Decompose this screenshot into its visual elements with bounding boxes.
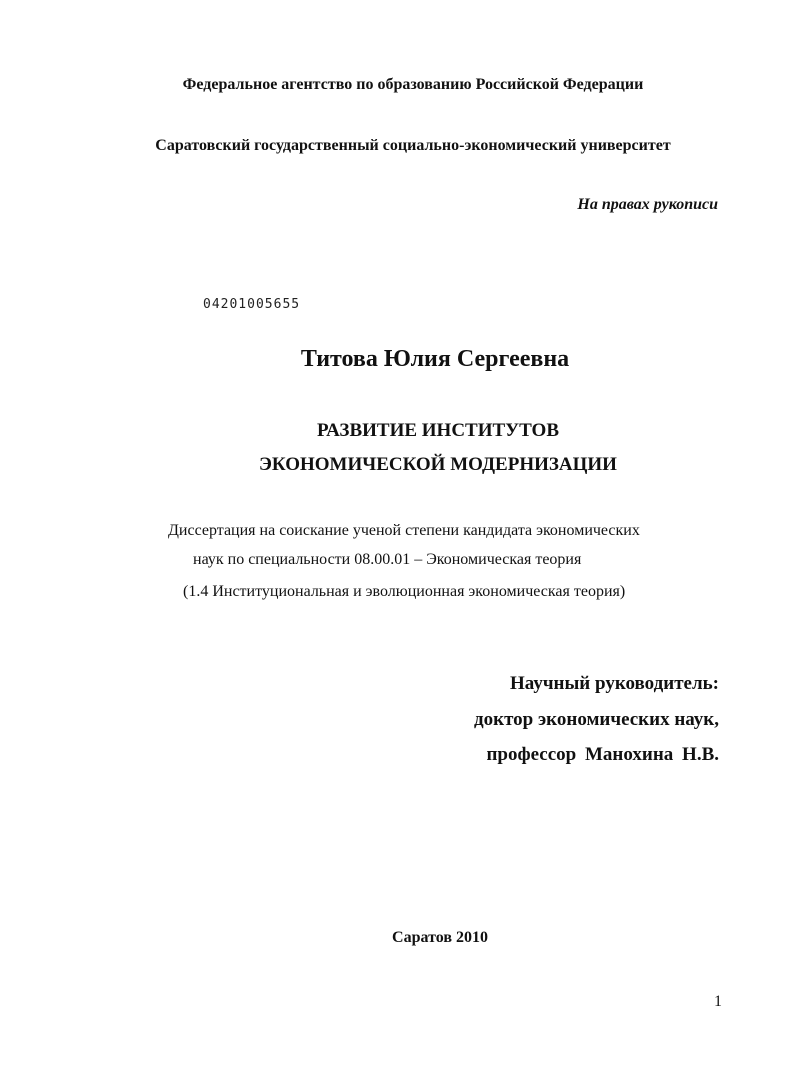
catalog-code: 04201005655 — [203, 297, 301, 312]
university-name: Саратовский государственный социально-экономический университет — [155, 137, 671, 154]
supervisor-degree: доктор экономических наук, — [474, 709, 719, 730]
dissertation-line-3: (1.4 Институциональная и эволюционная экономическая теория) — [183, 583, 626, 600]
title-line-2: ЭКОНОМИЧЕСКОЙ МОДЕРНИЗАЦИИ — [259, 454, 617, 475]
dissertation-line-2: наук по специальности 08.00.01 – Экономическая теория — [193, 551, 582, 568]
supervisor-label: Научный руководитель: — [510, 673, 719, 694]
agency-name: Федеральное агентство по образованию Российской Федерации — [182, 76, 644, 93]
page-number: 1 — [714, 993, 722, 1010]
title-line-1: РАЗВИТИЕ ИНСТИТУТОВ — [317, 420, 559, 441]
author-name: Титова Юлия Сергеевна — [300, 346, 570, 372]
manuscript-rights-note: На правах рукописи — [577, 196, 718, 213]
city-year: Саратов 2010 — [392, 929, 488, 946]
supervisor-name: профессор Манохина Н.В. — [486, 744, 719, 765]
dissertation-line-1: Диссертация на соискание ученой степени кандидата экономических — [168, 522, 640, 539]
